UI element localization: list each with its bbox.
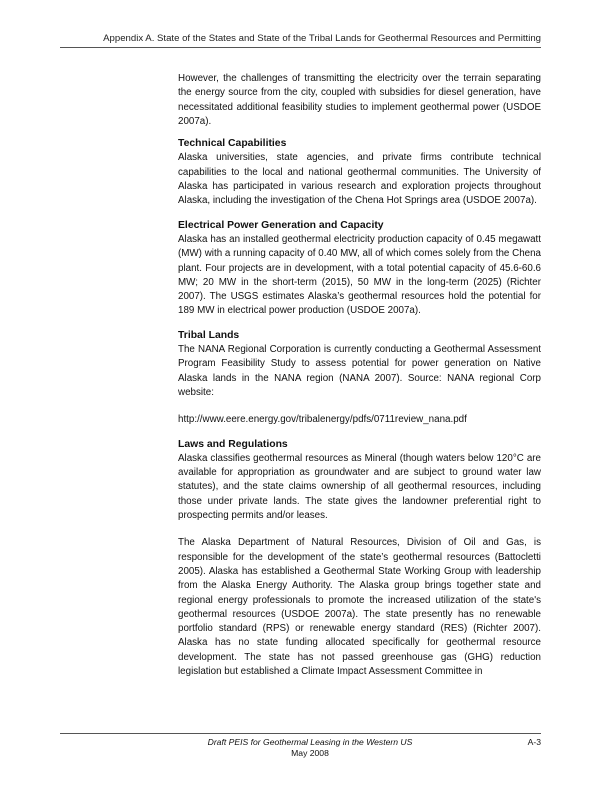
section-heading-tribal: Tribal Lands <box>178 329 240 341</box>
tribal-paragraph: The NANA Regional Corporation is currently conducting a Geothermal Assessment Program Feasibility Study to assess potential for power generation on Native Alaska lands in the NANA region (NANA 2007). Source: NANA regional Corp website: <box>178 344 541 398</box>
footer-document-title: Draft PEIS for Geothermal Leasing in the Western US <box>207 737 413 747</box>
technical-paragraph: Alaska universities, state agencies, and private firms contribute technical capabilities to the local and national geothermal communities. The University of Alaska has participated in various research and exploration projects throughout Alaska, including the investigation of the Chena Hot Springs area (USDOE 2007a). <box>178 152 541 207</box>
header-divider <box>60 47 541 48</box>
tribal-source-url: http://www.eere.energy.gov/tribalenergy/pdfs/0711review_nana.pdf <box>178 414 467 426</box>
page-number: A-3 <box>527 737 541 747</box>
running-header: Appendix A. State of the States and State of the Tribal Lands for Geothermal Resources and Permitting <box>103 33 541 44</box>
page-body <box>178 72 541 679</box>
power-paragraph: Alaska has an installed geothermal electricity production capacity of 0.45 megawatt (MW) with a running capacity of 0.40 MW, all of which comes solely from the Chena plant. Four projects are in development, with a total potential capacity of 45.6-60.6 MW; 20 MW in the short-term (2015), 50 MW in the long-term (2025) (Richter 2007). The USGS estimates Alaska’s geothermal resources hold the potential for 189 MW in electrical power production (USDOE 2007a). <box>178 233 541 317</box>
intro-paragraph: However, the challenges of transmitting the electricity over the terrain separating the energy source from the city, coupled with subsidies for diesel generation, have necessitated additional feasibility studies to implement geothermal power (USDOE 2007a). <box>178 73 541 127</box>
laws-paragraph-2: The Alaska Department of Natural Resources, Division of Oil and Gas, is responsible for the development of the state’s geothermal resources (Battocletti 2005). Alaska has established a Geothermal State Working Group with leadership from the Alaska Energy Authority. The Alaska group brings together state and regional energy professionals to promote the increased utilization of the state's geothermal resources (USDOE 2007a). The state presently has no renewable portfolio standard (RPS) or renewable energy standard (RES) (Richter 2007). Alaska has no state funding allocated specifically for geothermal resource development. The state has not passed greenhouse gas (GHG) reduction legislation but established a Climate Impact Assessment Committee in <box>178 537 541 677</box>
section-heading-laws: Laws and Regulations <box>178 438 288 450</box>
section-heading-technical: Technical Capabilities <box>178 138 287 150</box>
laws-paragraph: Alaska classifies geothermal resources as Mineral (though waters below 120°C are available for appropriation as groundwater and are subject to ground water law statutes), and the state claims ownership of all geothermal resources, including those under private lands. The state gives the landowner preferential right to prospecting permits and/or leases. <box>178 452 541 522</box>
footer-date: May 2008 <box>291 748 329 758</box>
footer-divider <box>60 733 541 734</box>
section-heading-power: Electrical Power Generation and Capacity <box>178 219 384 231</box>
